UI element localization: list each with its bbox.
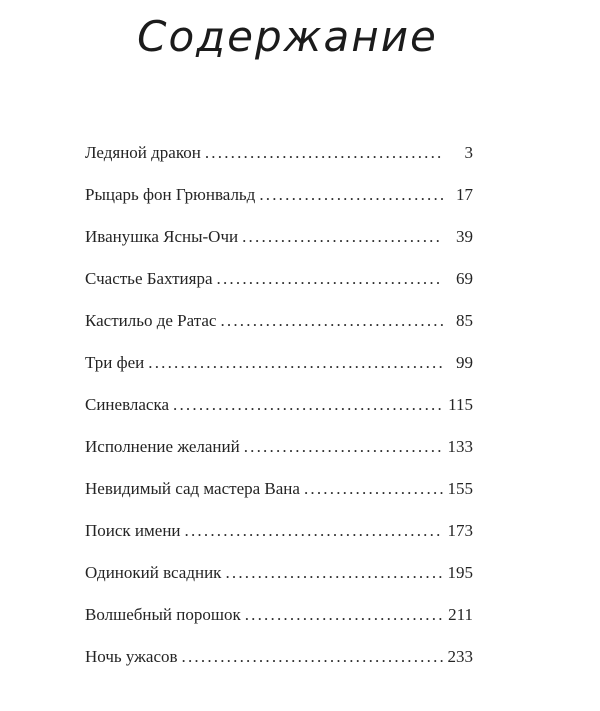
toc-entry-title: Поиск имени — [85, 521, 181, 540]
toc-entry-title: Рыцарь фон Грюнвальд — [85, 185, 256, 204]
toc-entry — [85, 342, 473, 384]
dot-leader — [245, 594, 443, 636]
toc-entry — [85, 132, 473, 174]
dot-leader — [217, 258, 443, 300]
toc-entry-page-number: 3 — [464, 143, 473, 162]
toc-entry-title: Ледяной дракон — [85, 143, 201, 162]
toc-entry — [85, 594, 473, 636]
toc-entry — [85, 174, 473, 216]
dot-leader — [182, 636, 443, 678]
toc-entry-title: Синевласка — [85, 395, 170, 414]
dot-leader — [205, 132, 443, 174]
toc-entry-title: Одинокий всадник — [85, 563, 222, 582]
toc-entry — [85, 468, 473, 510]
toc-entry — [85, 510, 473, 552]
toc-entry-title: Волшебный порошок — [85, 605, 241, 624]
toc-entry-title: Невидимый сад мастера Вана — [85, 479, 300, 498]
toc-entry — [85, 552, 473, 594]
toc-entry-title: Иванушка Ясны-Очи — [85, 227, 239, 246]
dot-leader — [259, 174, 443, 216]
toc-entry — [85, 216, 473, 258]
toc-entry — [85, 426, 473, 468]
toc-entry-page-number: 39 — [456, 227, 473, 246]
toc-entry-title: Ночь ужасов — [85, 647, 178, 666]
dot-leader — [220, 300, 443, 342]
dot-leader — [225, 552, 443, 594]
toc-entry-page-number: 99 — [456, 353, 473, 372]
toc-list — [85, 132, 473, 678]
toc-entry — [85, 300, 473, 342]
page-title: Содержание — [137, 12, 438, 61]
dot-leader — [185, 510, 443, 552]
toc-entry — [85, 384, 473, 426]
toc-entry-page-number: 173 — [447, 521, 473, 540]
toc-entry-title: Три феи — [85, 353, 145, 372]
dot-leader — [242, 216, 443, 258]
dot-leader — [244, 426, 443, 468]
dot-leader — [173, 384, 443, 426]
dot-leader — [148, 342, 443, 384]
toc-entry-page-number: 233 — [447, 647, 473, 666]
toc-entry-title: Счастье Бахтияра — [85, 269, 213, 288]
toc-entry-page-number: 195 — [447, 563, 473, 582]
toc-entry-page-number: 211 — [448, 605, 473, 624]
toc-entry-page-number: 115 — [448, 395, 473, 414]
toc-entry — [85, 258, 473, 300]
dot-leader — [304, 468, 443, 510]
toc-entry-page-number: 155 — [447, 479, 473, 498]
toc-entry-page-number: 133 — [447, 437, 473, 456]
toc-entry-title: Кастильо де Ратас — [85, 311, 217, 330]
toc-entry-page-number: 85 — [456, 311, 473, 330]
toc-entry-page-number: 69 — [456, 269, 473, 288]
toc-entry-title: Исполнение желаний — [85, 437, 240, 456]
toc-entry — [85, 636, 473, 678]
toc-entry-page-number: 17 — [456, 185, 473, 204]
